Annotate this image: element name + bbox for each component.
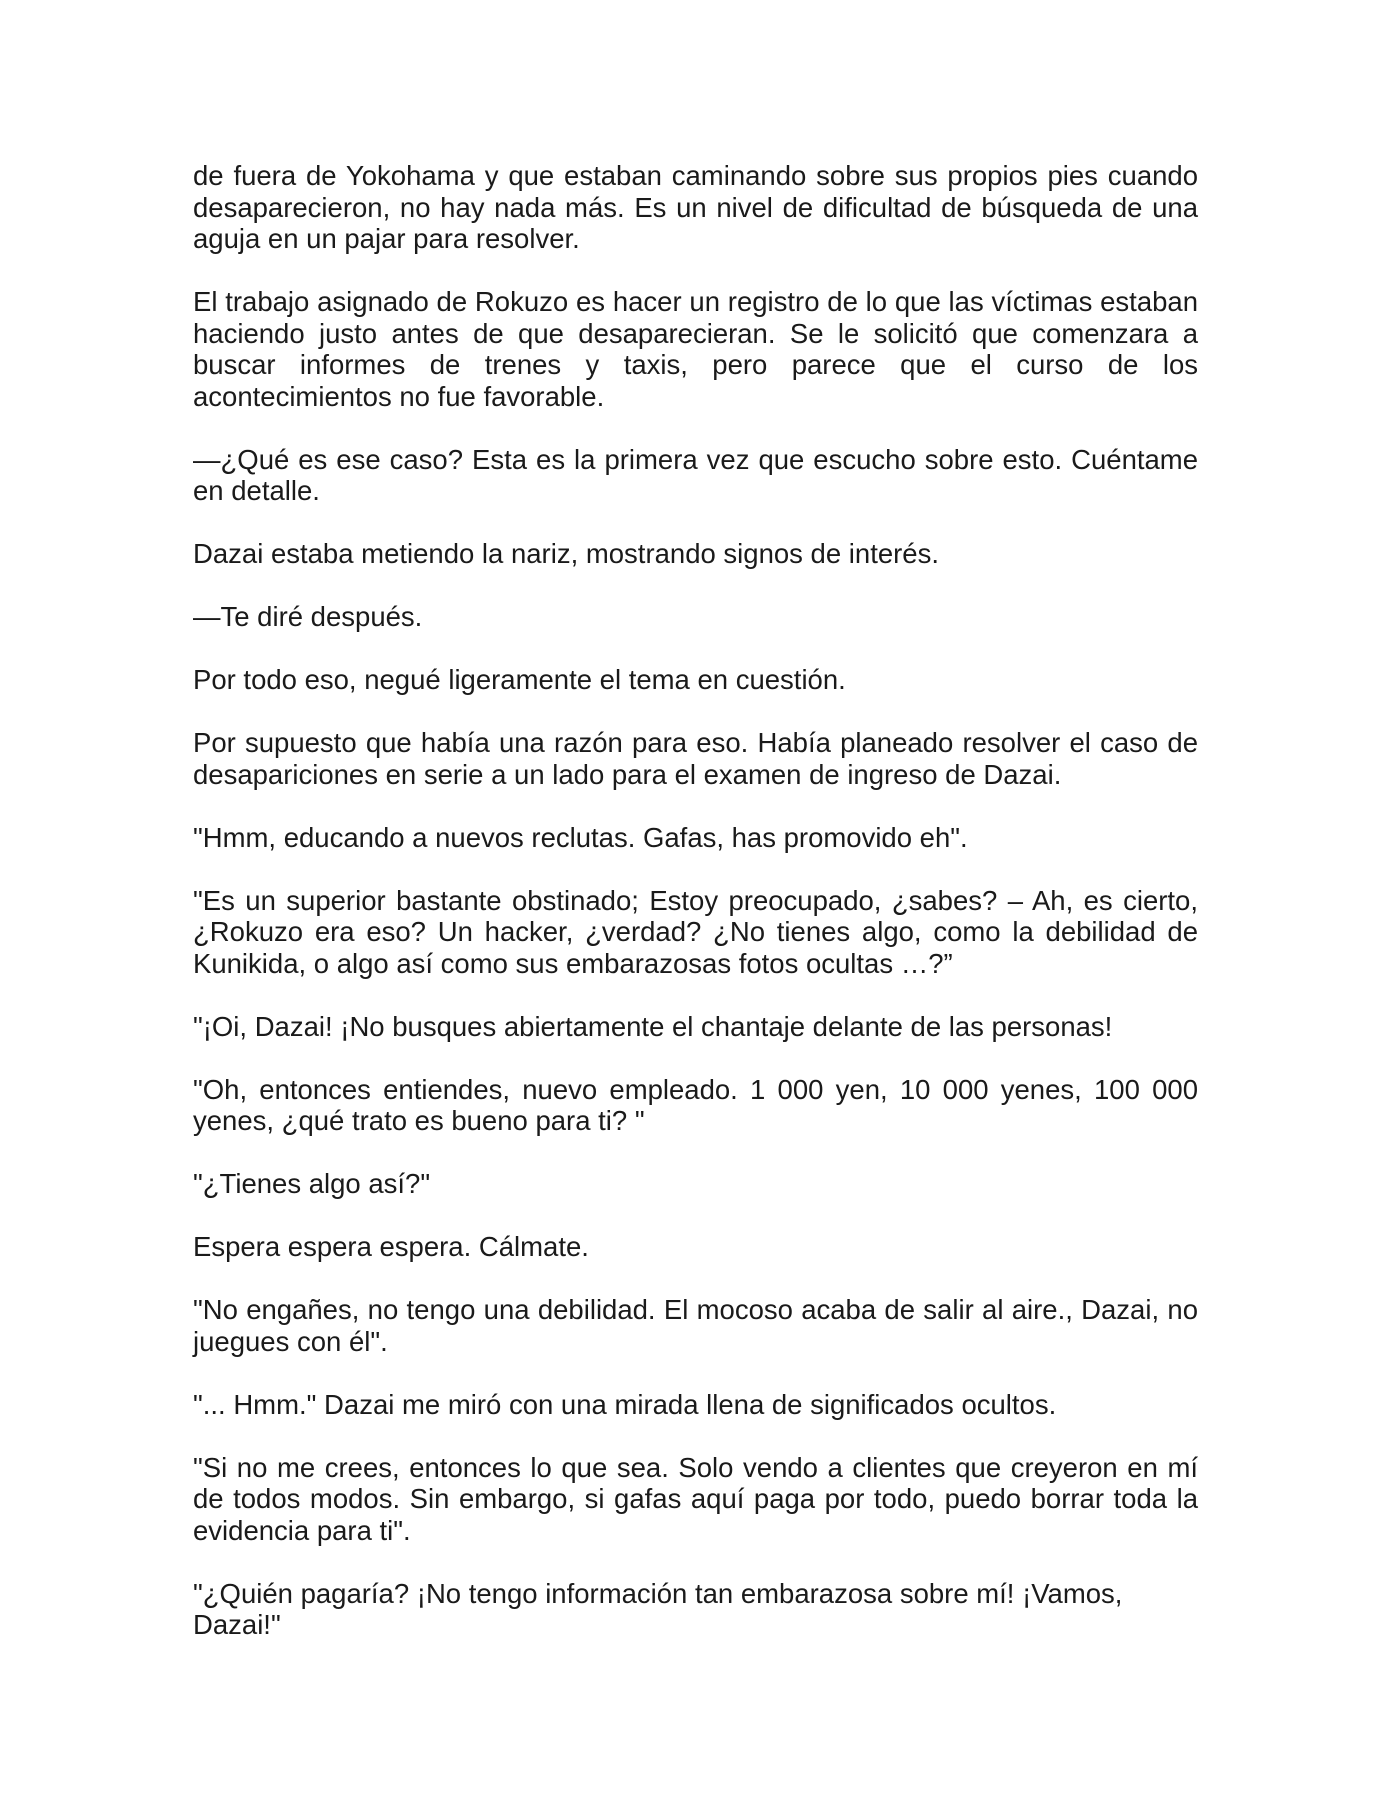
paragraph: —Te diré después. [193, 601, 423, 632]
paragraph: "¡Oi, Dazai! ¡No busques abiertamente el chantaje delante de las personas! [193, 1010, 1113, 1042]
paragraph: "No engañes, no tengo una debilidad. El mocoso acaba de salir al aire., Dazai, no juegues con él". [193, 1294, 1198, 1357]
paragraph: "Oh, entonces entiendes, nuevo empleado. 1 000 yen, 10 000 yenes, 100 000 yenes, ¿qué trato es bueno para ti? " [193, 1073, 1198, 1136]
document-body [193, 160, 1198, 1672]
paragraph: "... Hmm." Dazai me miró con una mirada llena de significados ocultos. [193, 1388, 1057, 1420]
paragraph: "Si no me crees, entonces lo que sea. Solo vendo a clientes que creyeron en mí de todos modos. Sin embargo, si gafas aquí paga por todo, puedo borrar toda la evidencia para ti". [193, 1451, 1198, 1546]
paragraph: Espera espera espera. Cálmate. [193, 1231, 589, 1262]
paragraph: "¿Quién pagaría? ¡No tengo información tan embarazosa sobre mí! ¡Vamos, Dazai!" [193, 1577, 1123, 1640]
paragraph: "¿Tienes algo así?" [193, 1168, 431, 1199]
paragraph: Por todo eso, negué ligeramente el tema en cuestión. [193, 664, 846, 695]
paragraph: El trabajo asignado de Rokuzo es hacer un registro de lo que las víctimas estaban haciendo justo antes de que desaparecieran. Se le solicitó que comenzara a buscar informes de trenes y taxis, pero parece que el curso de los acontecimientos no fue favorable. [193, 286, 1198, 412]
paragraph: "Hmm, educando a nuevos reclutas. Gafas, has promovido eh". [193, 821, 968, 853]
paragraph: "Es un superior bastante obstinado; Estoy preocupado, ¿sabes? – Ah, es cierto, ¿Rokuzo era eso? Un hacker, ¿verdad? ¿No tienes algo, como la debilidad de Kunikida, o algo así como sus embarazosas fotos ocultas …?” [193, 884, 1198, 979]
paragraph: de fuera de Yokohama y que estaban caminando sobre sus propios pies cuando desaparecieron, no hay nada más. Es un nivel de dificultad de búsqueda de una aguja en un pajar para resolver. [193, 160, 1198, 254]
paragraph: —¿Qué es ese caso? Esta es la primera vez que escucho sobre esto. Cuéntame en detalle. [193, 443, 1198, 506]
paragraph: Dazai estaba metiendo la nariz, mostrando signos de interés. [193, 538, 939, 569]
paragraph: Por supuesto que había una razón para eso. Había planeado resolver el caso de desapariciones en serie a un lado para el examen de ingreso de Dazai. [193, 727, 1198, 790]
